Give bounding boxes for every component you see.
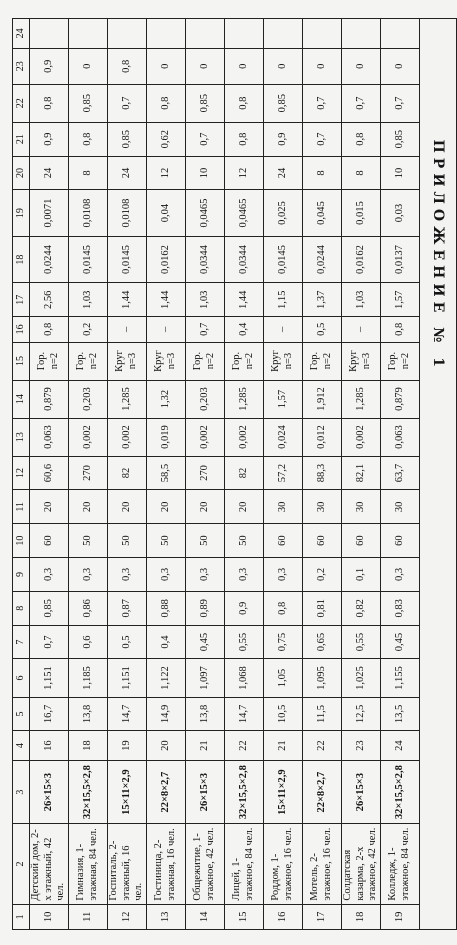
table-cell-col-19: 0,0108: [69, 190, 108, 237]
table-cell-col-7: 0,6: [69, 625, 108, 659]
table-cell-col-2: Детский дом, 2-х этажный, 42 чел.: [30, 824, 69, 904]
table-cell-col-12: 82,1: [342, 456, 381, 490]
table-cell-col-14: 1,285: [225, 380, 264, 418]
table-cell-col-8: 0,88: [147, 591, 186, 625]
table-cell-col-14: 0,879: [30, 380, 69, 418]
table-cell-col-10: 60: [30, 524, 69, 558]
table-cell-col-1: 12: [108, 904, 147, 929]
column-number: 7: [13, 625, 30, 659]
table-cell-col-8: 0,83: [381, 591, 420, 625]
table-cell-col-15: Круг n=3: [147, 342, 186, 380]
table-cell-col-6: 1,122: [147, 659, 186, 697]
table-cell-col-14: 1,912: [303, 380, 342, 418]
table-cell-col-20: 8: [342, 156, 381, 190]
table-cell-col-3: 26×15×3: [186, 760, 225, 823]
title-row: [420, 19, 457, 930]
rotated-sheet: [12, 18, 447, 930]
table-cell-col-23: 0: [225, 48, 264, 84]
table-cell-col-15: Гор. n=2: [225, 342, 264, 380]
table-cell-col-10: 60: [342, 524, 381, 558]
table-cell-col-7: 0,55: [225, 625, 264, 659]
table-cell-col-4: 16: [30, 731, 69, 761]
table-row: [186, 19, 225, 930]
table-cell-col-4: 24: [381, 731, 420, 761]
table-cell-col-22: 0,8: [147, 84, 186, 122]
table-cell-col-1: 10: [30, 904, 69, 929]
table-cell-col-13: 0,002: [225, 418, 264, 456]
column-number: 15: [13, 342, 30, 380]
table-cell-col-12: 58,5: [147, 456, 186, 490]
table-cell-col-18: 0,0137: [381, 236, 420, 283]
table-cell-col-3: 15×11×2,9: [108, 760, 147, 823]
table-cell-col-1: 14: [186, 904, 225, 929]
table-cell-col-5: 16,7: [30, 697, 69, 731]
table-cell-col-22: 0,7: [303, 84, 342, 122]
table-cell-col-22: 0,85: [186, 84, 225, 122]
table-cell-col-9: 0,3: [186, 558, 225, 592]
table-cell-col-3: 22×8×2,7: [303, 760, 342, 823]
table-row: [30, 19, 69, 930]
table-cell-col-21: 0,8: [342, 122, 381, 156]
table-cell-col-11: 30: [381, 490, 420, 524]
table-cell-col-9: 0,3: [225, 558, 264, 592]
table-cell-col-7: 0,55: [342, 625, 381, 659]
column-number: 8: [13, 591, 30, 625]
table-cell-col-23: 0,9: [30, 48, 69, 84]
table-cell-col-22: 0,7: [342, 84, 381, 122]
table-cell-col-19: 0,025: [264, 190, 303, 237]
table-cell-col-23: 0: [381, 48, 420, 84]
table-cell-col-1: 11: [69, 904, 108, 929]
table-cell-col-10: 60: [303, 524, 342, 558]
table-cell-col-21: 0,9: [30, 122, 69, 156]
table-cell-col-21: 0,8: [225, 122, 264, 156]
appendix-title: ПРИЛОЖЕНИЕ № 1: [430, 140, 447, 373]
table-cell-col-2: Колледж, 1-этажное, 84 чел.: [381, 824, 420, 904]
table-cell-col-3: 22×8×2,7: [147, 760, 186, 823]
table-cell-col-13: 0,063: [30, 418, 69, 456]
table-cell-col-5: 10,5: [264, 697, 303, 731]
column-number: 18: [13, 236, 30, 283]
table-cell-col-1: 15: [225, 904, 264, 929]
table-cell-col-12: 82: [225, 456, 264, 490]
table-cell-col-18: 0,0344: [186, 236, 225, 283]
table-cell-col-18: 0,0244: [30, 236, 69, 283]
table-cell-col-16: 0,7: [186, 317, 225, 342]
table-row: [147, 19, 186, 930]
table-cell-col-6: 1,025: [342, 659, 381, 697]
table-cell-col-9: 0,3: [147, 558, 186, 592]
table-cell-col-2: Гостиница, 2-этажная, 16 чел.: [147, 824, 186, 904]
table-cell-col-1: 16: [264, 904, 303, 929]
table-cell-col-20: 10: [186, 156, 225, 190]
table-cell-col-2: Лицей, 1-этажное, 84 чел.: [225, 824, 264, 904]
table-cell-col-13: 0,002: [108, 418, 147, 456]
table-cell-col-16: 0,8: [30, 317, 69, 342]
table-cell-col-23: 0: [264, 48, 303, 84]
table-cell-col-21: 0,7: [186, 122, 225, 156]
column-number: 9: [13, 558, 30, 592]
table-cell-col-13: 0,002: [186, 418, 225, 456]
data-table: [12, 18, 457, 930]
table-cell-col-6: 1,151: [108, 659, 147, 697]
table-cell-col-16: 0,5: [303, 317, 342, 342]
table-cell-col-15: Круг n=3: [342, 342, 381, 380]
table-cell-col-16: 0,2: [69, 317, 108, 342]
table-cell-col-7: 0,65: [303, 625, 342, 659]
table-cell-col-10: 50: [108, 524, 147, 558]
table-cell-col-16: 0,8: [381, 317, 420, 342]
table-cell-col-10: 50: [186, 524, 225, 558]
table-cell-col-5: 12,5: [342, 697, 381, 731]
table-cell-col-23: 0: [342, 48, 381, 84]
column-number: 19: [13, 190, 30, 237]
column-number: 13: [13, 418, 30, 456]
table-cell-col-3: 32×15,5×2,8: [69, 760, 108, 823]
table-cell-col-24: [69, 19, 108, 49]
table-cell-col-11: 30: [342, 490, 381, 524]
table-row: [108, 19, 147, 930]
table-cell-col-4: 23: [342, 731, 381, 761]
table-cell-col-8: 0,81: [303, 591, 342, 625]
table-cell-col-17: 1,44: [225, 283, 264, 317]
table-cell-col-11: 20: [186, 490, 225, 524]
table-cell-col-20: 12: [147, 156, 186, 190]
table-cell-col-17: 2,56: [30, 283, 69, 317]
table-cell-col-14: 1,285: [342, 380, 381, 418]
table-cell-col-3: 32×15,5×2,8: [225, 760, 264, 823]
table-cell-col-16: –: [147, 317, 186, 342]
table-cell-col-18: 0,0162: [342, 236, 381, 283]
table-row: [342, 19, 381, 930]
table-cell-col-11: 20: [69, 490, 108, 524]
table-cell-col-23: 0,8: [108, 48, 147, 84]
table-cell-col-16: –: [108, 317, 147, 342]
table-cell-col-4: 22: [303, 731, 342, 761]
table-cell-col-10: 50: [147, 524, 186, 558]
table-cell-col-12: 82: [108, 456, 147, 490]
table-cell-col-19: 0,0108: [108, 190, 147, 237]
table-cell-col-20: 8: [303, 156, 342, 190]
table-cell-col-24: [30, 19, 69, 49]
table-cell-col-17: 1,44: [108, 283, 147, 317]
table-cell-col-13: 0,019: [147, 418, 186, 456]
table-cell-col-8: 0,86: [69, 591, 108, 625]
table-cell-col-17: 1,03: [342, 283, 381, 317]
table-cell-col-4: 21: [264, 731, 303, 761]
column-number: 10: [13, 524, 30, 558]
table-cell-col-21: 0,85: [108, 122, 147, 156]
table-cell-col-22: 0,7: [381, 84, 420, 122]
column-number: 14: [13, 380, 30, 418]
table-cell-col-1: 19: [381, 904, 420, 929]
table-cell-col-23: 0: [186, 48, 225, 84]
table-cell-col-6: 1,155: [381, 659, 420, 697]
table-cell-col-13: 0,063: [381, 418, 420, 456]
table-cell-col-14: 1,285: [108, 380, 147, 418]
table-cell-col-9: 0,3: [69, 558, 108, 592]
table-cell-col-9: 0,3: [30, 558, 69, 592]
table-cell-col-20: 8: [69, 156, 108, 190]
table-cell-col-6: 1,097: [186, 659, 225, 697]
table-cell-col-7: 0,7: [30, 625, 69, 659]
table-cell-col-16: –: [264, 317, 303, 342]
table-cell-col-7: 0,4: [147, 625, 186, 659]
table-cell-col-6: 1,095: [303, 659, 342, 697]
table-cell-col-8: 0,82: [342, 591, 381, 625]
table-cell-col-18: 0,0145: [108, 236, 147, 283]
column-number: 17: [13, 283, 30, 317]
table-cell-col-17: 1,03: [186, 283, 225, 317]
table-row: [264, 19, 303, 930]
table-cell-col-17: 1,03: [69, 283, 108, 317]
table-cell-col-24: [108, 19, 147, 49]
table-cell-col-19: 0,04: [147, 190, 186, 237]
table-cell-col-5: 14,7: [108, 697, 147, 731]
table-cell-col-16: 0,4: [225, 317, 264, 342]
table-cell-col-8: 0,8: [264, 591, 303, 625]
table-cell-col-13: 0,012: [303, 418, 342, 456]
table-cell-col-7: 0,45: [381, 625, 420, 659]
table-cell-col-2: Госпиталь, 2-этажный, 16 чел.: [108, 824, 147, 904]
table-cell-col-6: 1,185: [69, 659, 108, 697]
table-cell-col-21: 0,85: [381, 122, 420, 156]
table-cell-col-5: 13,5: [381, 697, 420, 731]
table-cell-col-9: 0,3: [108, 558, 147, 592]
table-cell-col-14: 1,57: [264, 380, 303, 418]
table-cell-col-24: [147, 19, 186, 49]
column-number-row: [13, 19, 30, 930]
table-cell-col-17: 1,44: [147, 283, 186, 317]
column-number: 24: [13, 19, 30, 49]
column-number: 12: [13, 456, 30, 490]
table-cell-col-7: 0,45: [186, 625, 225, 659]
table-cell-col-21: 0,7: [303, 122, 342, 156]
table-cell-col-21: 0,8: [69, 122, 108, 156]
table-cell-col-10: 50: [69, 524, 108, 558]
table-cell-col-12: 57,2: [264, 456, 303, 490]
column-number: 23: [13, 48, 30, 84]
table-cell-col-17: 1,15: [264, 283, 303, 317]
table-cell-col-15: Гор. n=2: [186, 342, 225, 380]
table-cell-col-10: 50: [225, 524, 264, 558]
table-cell-col-5: 11,5: [303, 697, 342, 731]
table-cell-col-2: Общежитие, 1-этажное, 42 чел.: [186, 824, 225, 904]
table-cell-col-9: 0,2: [303, 558, 342, 592]
table-row: [303, 19, 342, 930]
table-cell-col-6: 1,068: [225, 659, 264, 697]
table-cell-col-13: 0,002: [69, 418, 108, 456]
table-cell-col-19: 0,0465: [225, 190, 264, 237]
table-cell-col-12: 63,7: [381, 456, 420, 490]
table-cell-col-24: [381, 19, 420, 49]
column-number: 3: [13, 760, 30, 823]
table-cell-col-5: 13,8: [186, 697, 225, 731]
table-cell-col-3: 26×15×3: [342, 760, 381, 823]
table-cell-col-14: 0,203: [69, 380, 108, 418]
table-cell-col-12: 60,6: [30, 456, 69, 490]
table-cell-col-24: [342, 19, 381, 49]
table-cell-col-14: 0,203: [186, 380, 225, 418]
table-cell-col-7: 0,75: [264, 625, 303, 659]
table-cell-col-15: Круг n=3: [108, 342, 147, 380]
column-number: 11: [13, 490, 30, 524]
table-cell-col-18: 0,0244: [303, 236, 342, 283]
table-cell-col-16: –: [342, 317, 381, 342]
table-cell-col-15: Гор. n=2: [30, 342, 69, 380]
table-cell-col-11: 20: [225, 490, 264, 524]
table-cell-col-14: 0,879: [381, 380, 420, 418]
table-cell-col-20: 24: [30, 156, 69, 190]
table-cell-col-17: 1,57: [381, 283, 420, 317]
table-cell-col-4: 22: [225, 731, 264, 761]
table-cell-col-24: [264, 19, 303, 49]
table-cell-col-5: 13,8: [69, 697, 108, 731]
table-cell-col-13: 0,024: [264, 418, 303, 456]
column-number: 21: [13, 122, 30, 156]
table-cell-col-11: 20: [30, 490, 69, 524]
table-cell-col-20: 12: [225, 156, 264, 190]
table-cell-col-19: 0,0465: [186, 190, 225, 237]
title-cell: [420, 19, 457, 930]
table-cell-col-22: 0,8: [30, 84, 69, 122]
table-cell-col-12: 270: [69, 456, 108, 490]
table-cell-col-23: 0: [147, 48, 186, 84]
table-cell-col-9: 0,3: [264, 558, 303, 592]
table-cell-col-2: Солдатская казарма, 2-х этажное, 42 чел.: [342, 824, 381, 904]
table-cell-col-3: 15×11×2,9: [264, 760, 303, 823]
table-cell-col-24: [303, 19, 342, 49]
table-cell-col-8: 0,87: [108, 591, 147, 625]
table-cell-col-8: 0,89: [186, 591, 225, 625]
table-cell-col-12: 270: [186, 456, 225, 490]
column-number: 16: [13, 317, 30, 342]
table-cell-col-24: [225, 19, 264, 49]
table-cell-col-1: 13: [147, 904, 186, 929]
table-cell-col-4: 20: [147, 731, 186, 761]
table-cell-col-2: Гимназия, 1-этажная, 84 чел.: [69, 824, 108, 904]
table-cell-col-15: Гор. n=2: [381, 342, 420, 380]
column-number: 1: [13, 904, 30, 929]
table-cell-col-5: 14,9: [147, 697, 186, 731]
column-number: 20: [13, 156, 30, 190]
table-row: [381, 19, 420, 930]
table-cell-col-18: 0,0344: [225, 236, 264, 283]
table-row: [69, 19, 108, 930]
table-cell-col-15: Гор. n=2: [303, 342, 342, 380]
table-cell-col-19: 0,015: [342, 190, 381, 237]
table-cell-col-6: 1,05: [264, 659, 303, 697]
table-cell-col-20: 24: [108, 156, 147, 190]
table-cell-col-15: Гор. n=2: [69, 342, 108, 380]
table-cell-col-21: 0,9: [264, 122, 303, 156]
table-cell-col-4: 21: [186, 731, 225, 761]
table-cell-col-21: 0,62: [147, 122, 186, 156]
table-cell-col-15: Круг n=3: [264, 342, 303, 380]
table-cell-col-7: 0,5: [108, 625, 147, 659]
table-cell-col-3: 32×15,5×2,8: [381, 760, 420, 823]
table-cell-col-18: 0,0145: [69, 236, 108, 283]
table-cell-col-11: 30: [264, 490, 303, 524]
table-cell-col-22: 0,85: [69, 84, 108, 122]
table-cell-col-13: 0,002: [342, 418, 381, 456]
table-cell-col-20: 10: [381, 156, 420, 190]
table-cell-col-3: 26×15×3: [30, 760, 69, 823]
table-cell-col-24: [186, 19, 225, 49]
table-cell-col-23: 0: [69, 48, 108, 84]
table-cell-col-9: 0,1: [342, 558, 381, 592]
table-cell-col-11: 20: [147, 490, 186, 524]
table-cell-col-2: Роддом, 1-этажное, 16 чел.: [264, 824, 303, 904]
table-cell-col-22: 0,85: [264, 84, 303, 122]
table-cell-col-9: 0,3: [381, 558, 420, 592]
column-number: 4: [13, 731, 30, 761]
table-cell-col-11: 20: [108, 490, 147, 524]
table-cell-col-8: 0,85: [30, 591, 69, 625]
table-cell-col-6: 1,151: [30, 659, 69, 697]
table-cell-col-22: 0,7: [108, 84, 147, 122]
table-cell-col-5: 14,7: [225, 697, 264, 731]
table-cell-col-8: 0,9: [225, 591, 264, 625]
column-number: 6: [13, 659, 30, 697]
table-cell-col-23: 0: [303, 48, 342, 84]
table-cell-col-14: 1,32: [147, 380, 186, 418]
table-cell-col-2: Мотель, 2-этажное, 16 чел.: [303, 824, 342, 904]
table-cell-col-22: 0,8: [225, 84, 264, 122]
column-number: 5: [13, 697, 30, 731]
table-cell-col-17: 1,37: [303, 283, 342, 317]
table-cell-col-10: 60: [381, 524, 420, 558]
table-cell-col-1: 17: [303, 904, 342, 929]
table-cell-col-19: 0,045: [303, 190, 342, 237]
table-row: [225, 19, 264, 930]
table-cell-col-4: 19: [108, 731, 147, 761]
table-cell-col-1: 18: [342, 904, 381, 929]
table-cell-col-19: 0,0071: [30, 190, 69, 237]
table-cell-col-20: 24: [264, 156, 303, 190]
table-cell-col-10: 60: [264, 524, 303, 558]
column-number: 2: [13, 824, 30, 904]
table-cell-col-4: 18: [69, 731, 108, 761]
table-cell-col-18: 0,0162: [147, 236, 186, 283]
table-cell-col-18: 0,0145: [264, 236, 303, 283]
table-cell-col-11: 30: [303, 490, 342, 524]
column-number: 22: [13, 84, 30, 122]
table-cell-col-12: 88,3: [303, 456, 342, 490]
table-cell-col-19: 0,03: [381, 190, 420, 237]
